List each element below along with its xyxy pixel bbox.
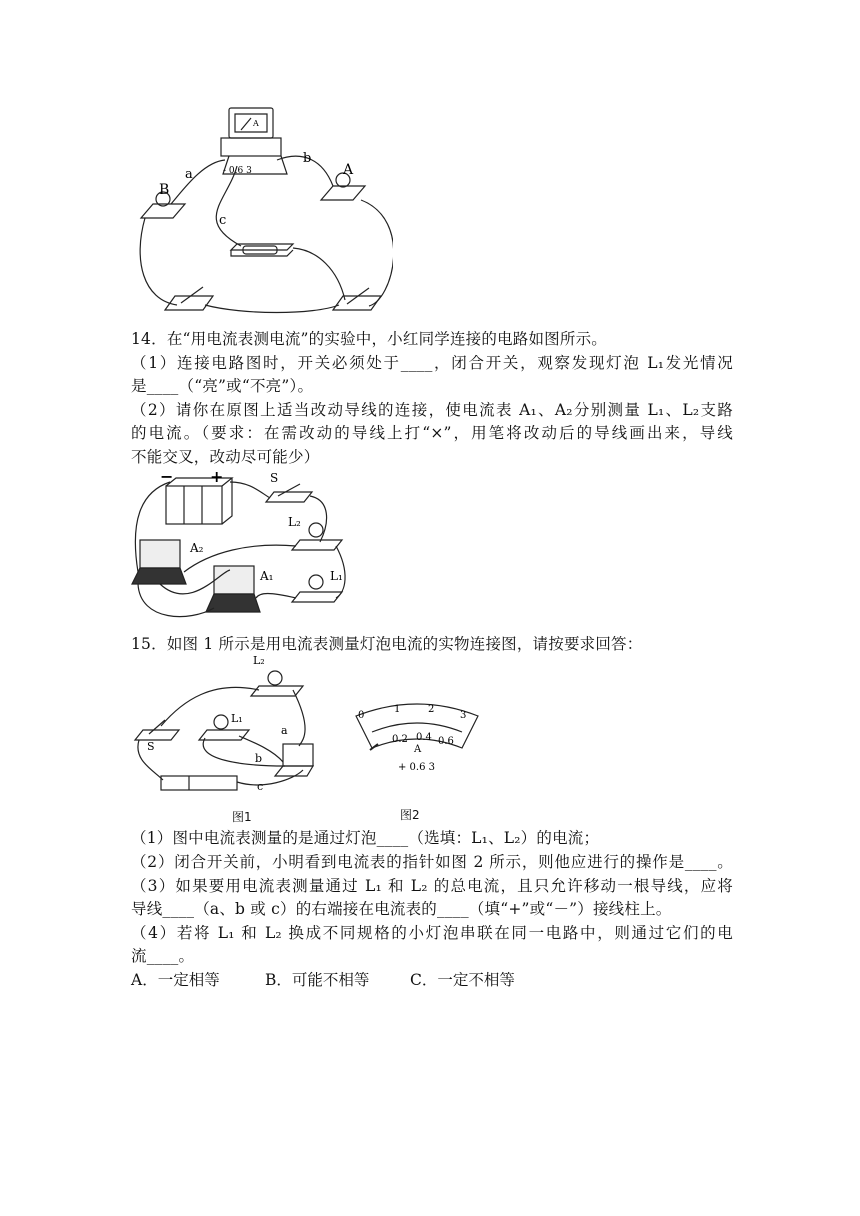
fig-label-L2: L₂ <box>288 515 301 529</box>
fig2-caption: 图2 <box>400 808 420 822</box>
circuit-figure-top <box>133 100 393 322</box>
q15-stem: 15．如图 1 所示是用电流表测量灯泡电流的实物连接图，请按要求回答： <box>131 635 643 653</box>
fig-label-A2: A₂ <box>190 541 204 555</box>
q15-figure-1 <box>133 650 323 800</box>
fig1-label-L1: L₁ <box>231 712 243 725</box>
fig-top-label-B: B <box>159 182 170 198</box>
fig1-label-c: c <box>257 780 264 793</box>
circuit-figure-q14 <box>130 472 360 628</box>
option-c: C．一定不相等 <box>410 971 515 989</box>
option-a: A．一定相等 <box>131 971 220 989</box>
fig2-tick-0-4: 0.4 <box>416 732 432 743</box>
q15-part3-line1: （3）如果要用电流表测量通过 L₁ 和 L₂ 的总电流，且只允许移动一根导线，应将 <box>131 877 733 895</box>
fig-top-label-b: b <box>303 151 312 166</box>
fig-battery-plus: + <box>210 472 224 486</box>
option-b: B．可能不相等 <box>265 971 370 989</box>
q14-part1-line2: 是____（“亮”或“不亮”）。 <box>131 377 314 395</box>
q15-part1: （1）图中电流表测量的是通过灯泡____（选填：L₁、L₂）的电流； <box>131 829 600 847</box>
q15-part4-line2: 流____。 <box>131 947 195 965</box>
q14-stem: 14．在“用电流表测电流”的实验中，小红同学连接的电路如图所示。 <box>131 330 607 348</box>
fig-top-meter-text: - 0.6 3 <box>223 166 252 176</box>
fig-top-meter-letter: A <box>253 119 259 128</box>
fig2-tick-0: 0 <box>358 710 365 721</box>
fig1-caption: 图1 <box>232 810 252 824</box>
fig-top-label-A: A <box>343 162 354 178</box>
fig2-terminals: + 0.6 3 <box>398 762 436 773</box>
fig2-tick-1: 1 <box>394 704 401 715</box>
q15-part4-line1: （4）若将 L₁ 和 L₂ 换成不同规格的小灯泡串联在同一电路中，则通过它们的电 <box>131 924 733 942</box>
q15-part3-line2: 导线____（a、b 或 c）的右端接在电流表的____（填“+”或“－”）接线柱上。 <box>131 900 672 918</box>
q14-part2-line1: （2）请你在原图上适当改动导线的连接，使电流表 A₁、A₂分别测量 L₁、L₂支路 <box>131 401 733 419</box>
fig-label-A1: A₁ <box>260 569 274 583</box>
fig-top-label-a: a <box>185 167 193 182</box>
fig1-label-a: a <box>281 724 288 737</box>
fig2-unit: A <box>414 744 422 755</box>
fig-battery-minus: − <box>160 472 174 486</box>
fig2-tick-0-2: 0.2 <box>392 734 408 745</box>
q14-part2-line2: 的电流。（要求：在需改动的导线上打“×”，用笔将改动后的导线画出来，导线 <box>131 424 733 442</box>
fig1-label-b: b <box>255 752 263 765</box>
fig1-label-L2: L₂ <box>253 654 265 667</box>
fig-top-label-c: c <box>219 213 227 228</box>
fig1-label-S: S <box>147 740 155 753</box>
fig2-tick-2: 2 <box>428 704 435 715</box>
fig-label-L1: L₁ <box>330 569 343 583</box>
q15-part2: （2）闭合开关前，小明看到电流表的指针如图 2 所示，则他应进行的操作是____。 <box>131 853 733 871</box>
q15-figure-2 <box>352 700 482 780</box>
q14-part2-line3: 不能交叉，改动尽可能少） <box>131 448 320 466</box>
fig-label-S: S <box>270 472 279 485</box>
fig2-tick-3: 3 <box>460 710 467 721</box>
q14-part1-line1: （1）连接电路图时，开关必须处于____，闭合开关，观察发现灯泡 L₁发光情况 <box>131 354 733 372</box>
fig2-tick-0-6: 0.6 <box>438 736 454 747</box>
